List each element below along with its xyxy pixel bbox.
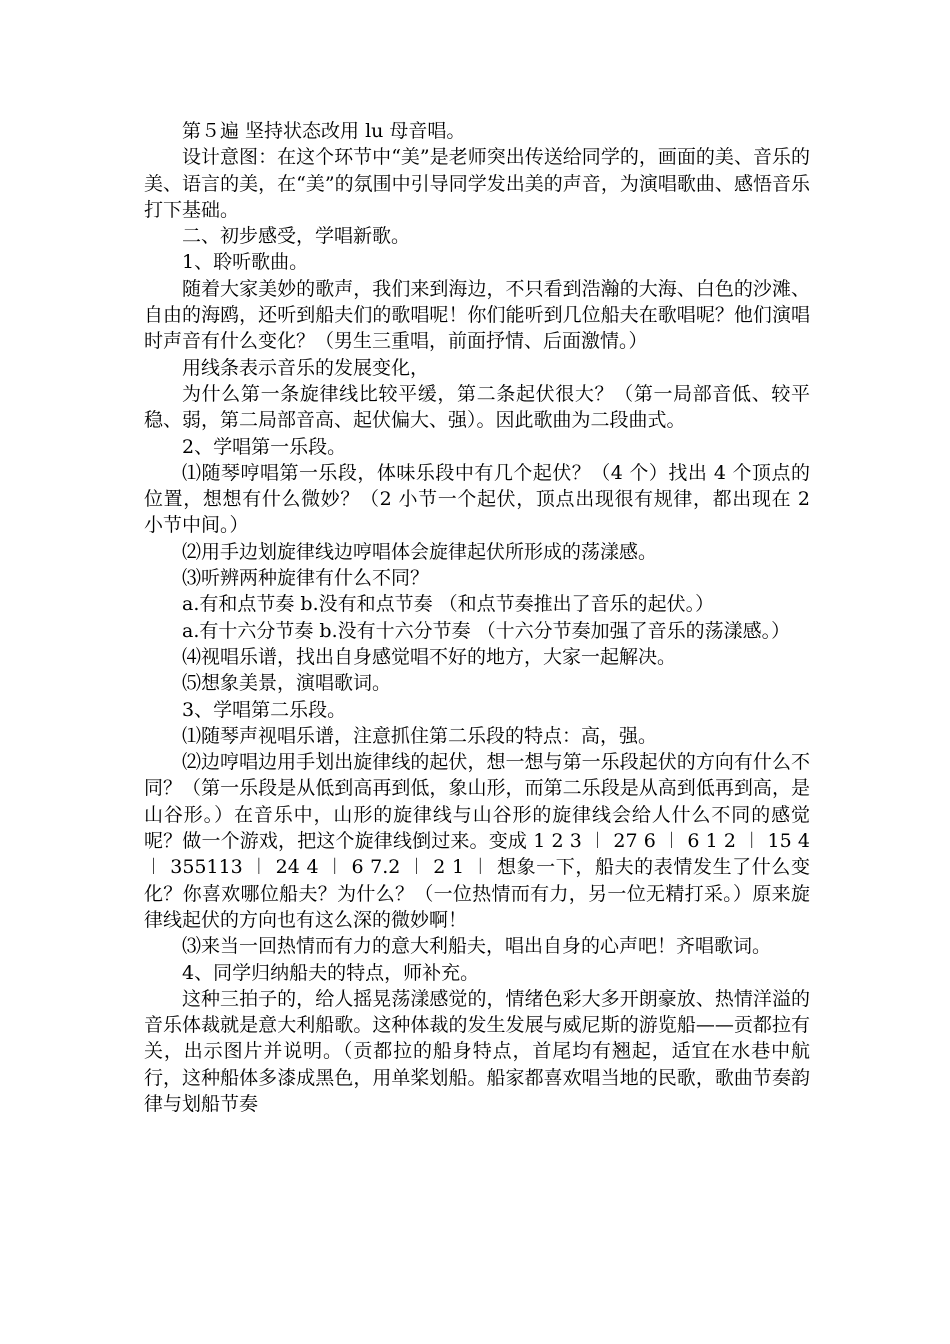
- paragraph-14: ⑷视唱乐谱，找出自身感觉唱不好的地方，大家一起解决。: [182, 645, 677, 668]
- paragraph-2: 设计意图：在这个环节中“美”是老师突出传送给同学的，画面的美、音乐的美、语言的美，在“美”的氛围中引导同学发出美的声音，为演唱歌曲、感悟音乐打下基础。: [144, 146, 810, 221]
- paragraph-20: 4、同学归纳船夫的特点，师补充。: [182, 961, 480, 984]
- paragraph-13: a.有十六分节奏 b.没有十六分节奏 （十六分节奏加强了音乐的荡漾感。）: [182, 619, 791, 642]
- paragraph-10: ⑵用手边划旋律线边哼唱体会旋律起伏所形成的荡漾感。: [182, 540, 658, 563]
- paragraph-21: 这种三拍子的，给人摇晃荡漾感觉的，情绪色彩大多开朗豪放、热情洋溢的音乐体裁就是意大利船歌。这种体裁的发生发展与威尼斯的游览船——贡都拉有关，出示图片并说明。（贡都拉的船身特点，首尾均有翘起，适宜在水巷中航行，这种船体多漆成黑色，用单桨划船。船家都喜欢唱当地的民歌，歌曲节奏韵律与划船节奏: [144, 987, 810, 1115]
- paragraph-17: ⑴随琴声视唱乐谱，注意抓住第二乐段的特点：高，强。: [182, 724, 658, 747]
- paragraph-18: ⑵边哼唱边用手划出旋律线的起伏，想一想与第一乐段起伏的方向有什么不同？（第一乐段是从低到高再到低，象山形，而第二乐段是从高到低再到高，是山谷形。）在音乐中，山形的旋律线与山谷形的旋律线会给人什么不同的感觉呢？做一个游戏，把这个旋律线倒过来。变成 1 2 3 ︱ 27 6 ︱ 6 1 2 ︱ 15 4 ︱ 355113 ︱ 24 4 ︱ 6 7.2 ︱ 2 1 ︱ 想象一下，船夫的表情发生了什么变化？你喜欢哪位船夫？为什么？（一位热情而有力，另一位无精打采。）原来旋律线起伏的方向也有这么深的微妙啊！: [144, 751, 810, 931]
- paragraph-7: 为什么第一条旋律线比较平缓，第二条起伏很大？（第一局部音低、较平稳、弱，第二局部音高、起伏偏大、强）。因此歌曲为二段曲式。: [144, 382, 810, 432]
- paragraph-9: ⑴随琴哼唱第一乐段，体味乐段中有几个起伏？（4 个）找出 4 个顶点的位置，想想有什么微妙？（2 小节一个起伏，顶点出现很有规律，都出现在 2 小节中间。）: [144, 461, 810, 537]
- paragraph-15: ⑸想象美景，演唱歌词。: [182, 672, 392, 695]
- paragraph-8: 2、学唱第一乐段。: [182, 435, 347, 458]
- paragraph-16: 3、学唱第二乐段。: [182, 698, 347, 721]
- paragraph-19: ⑶来当一回热情而有力的意大利船夫，唱出自身的心声吧！齐唱歌词。: [182, 935, 772, 958]
- paragraph-4: 1、聆听歌曲。: [182, 251, 309, 274]
- paragraph-11: ⑶听辨两种旋律有什么不同？: [182, 567, 430, 590]
- paragraph-6: 用线条表示音乐的发展变化，: [182, 356, 430, 379]
- document-page: [144, 118, 810, 1117]
- paragraph-12: a.有和点节奏 b.没有和点节奏 （和点节奏推出了音乐的起伏。）: [182, 593, 715, 616]
- paragraph-1: 第５遍 坚持状态改用 lu 母音唱。: [182, 120, 466, 142]
- paragraph-5: 随着大家美妙的歌声，我们来到海边，不只看到浩瀚的大海、白色的沙滩、自由的海鸥，还听到船夫们的歌唱呢！你们能听到几位船夫在歌唱呢？他们演唱时声音有什么变化？（男生三重唱，前面抒情、后面激情。）: [144, 277, 810, 353]
- paragraph-3: 二、初步感受，学唱新歌。: [182, 225, 411, 248]
